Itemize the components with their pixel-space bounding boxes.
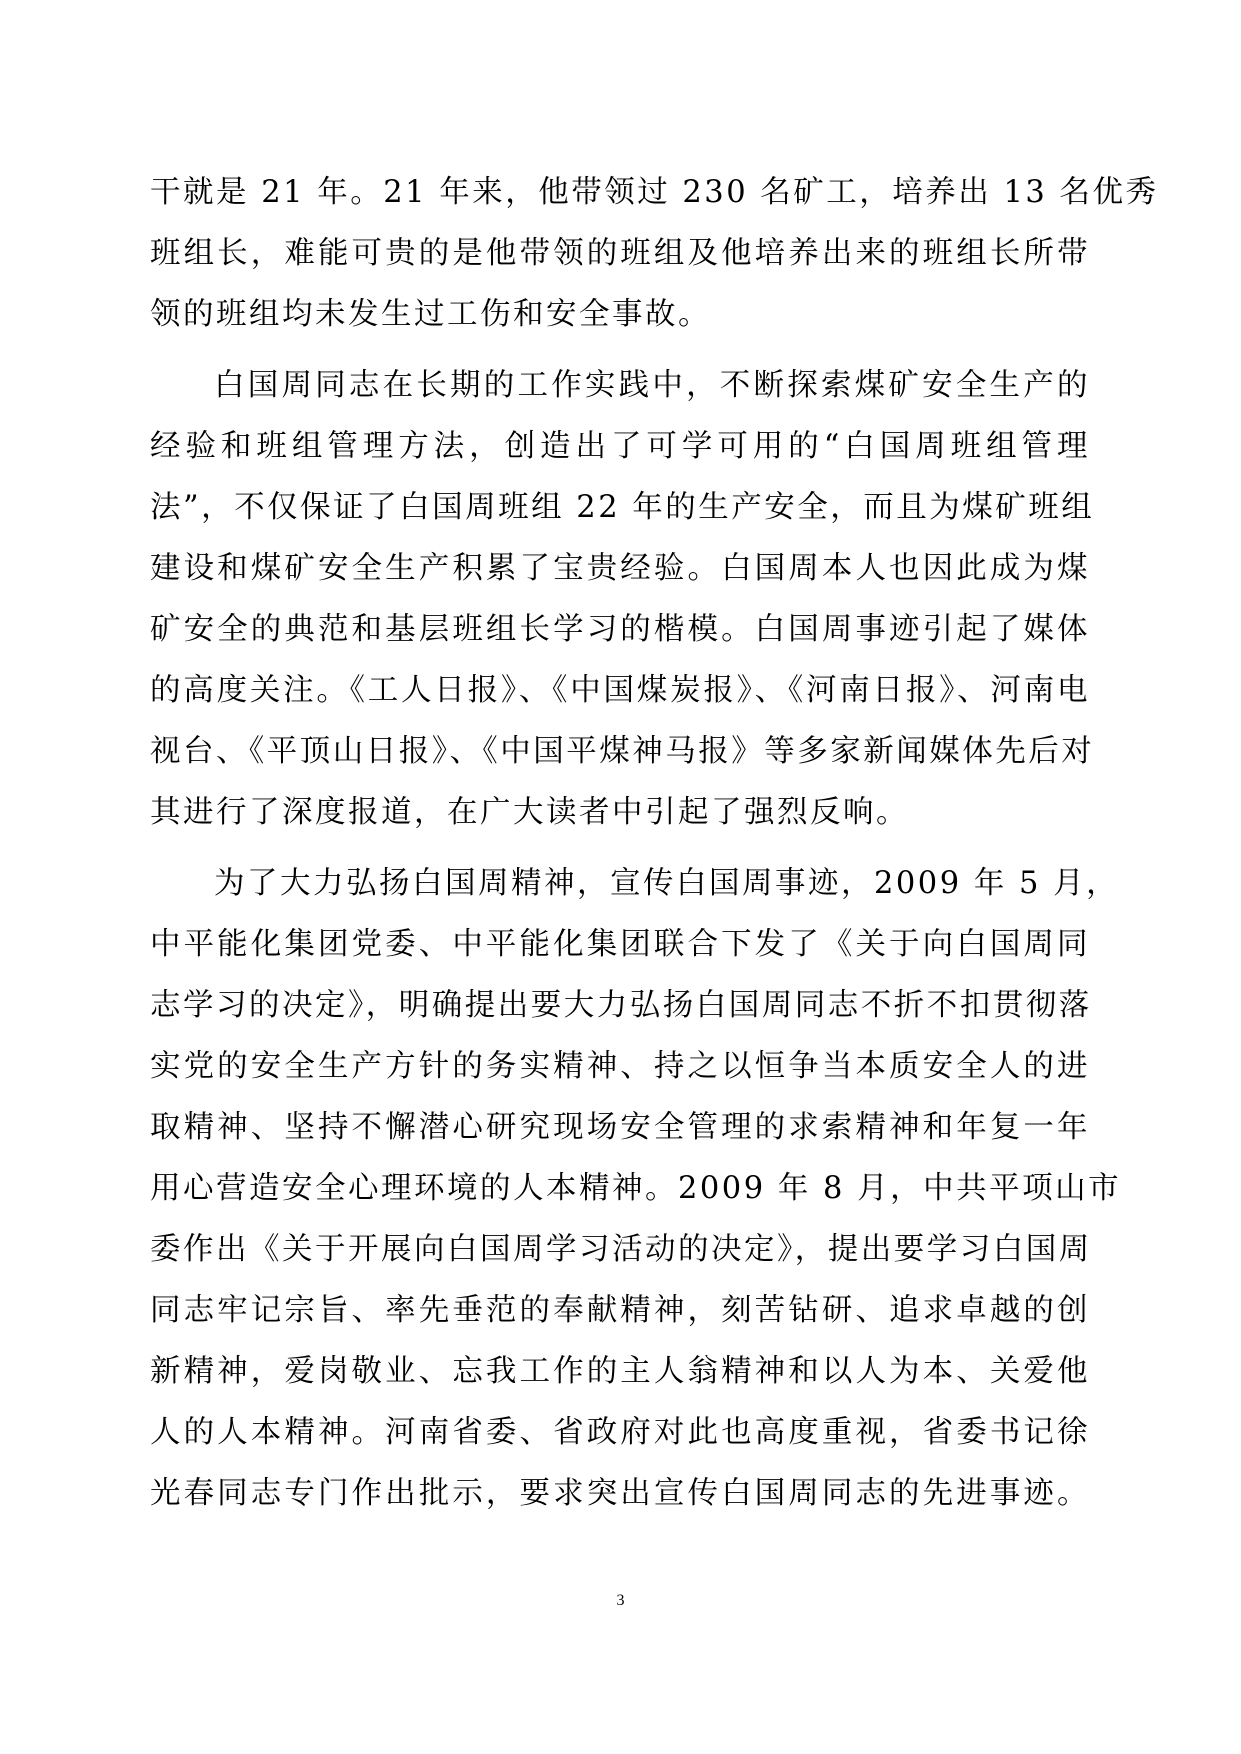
text-line: 实党的安全生产方针的务实精神、持之以恒争当本质安全人的进 — [150, 1049, 1090, 1084]
text-line: 取精神、坚持不懈潜心研究现场安全管理的求索精神和年复一年 — [150, 1110, 1090, 1145]
text-line: 其进行了深度报道，在广大读者中引起了强烈反响。 — [150, 795, 909, 830]
text-line: 矿安全的典范和基层班组长学习的楷模。白国周事迹引起了媒体 — [150, 612, 1090, 647]
text-line: 中平能化集团党委、中平能化集团联合下发了《关于向白国周同 — [150, 927, 1090, 962]
body-text — [150, 162, 1159, 1524]
text-line: 建设和煤矿安全生产积累了宝贵经验。白国周本人也因此成为煤 — [150, 551, 1090, 586]
paragraph-gap — [150, 345, 1090, 355]
text-line: 经验和班组管理方法，创造出了可学可用的“白国周班组管理 — [150, 429, 1090, 464]
text-line: 新精神，爱岗敬业、忘我工作的主人翁精神和以人为本、关爱他 — [150, 1354, 1090, 1389]
text-line: 为了大力弘扬白国周精神，宣传白国周事迹，2009 年 5 月， — [214, 866, 1120, 901]
text-line: 用心营造安全心理环境的人本精神。2009 年 8 月，中共平项山市 — [150, 1171, 1122, 1206]
text-line: 领的班组均未发生过工伤和安全事故。 — [150, 297, 711, 332]
text-line: 干就是 21 年。21 年来，他带领过 230 名矿工，培养出 13 名优秀 — [150, 175, 1159, 210]
paragraph-gap — [150, 843, 1090, 853]
paragraph — [150, 355, 1095, 843]
page-number: 3 — [616, 1592, 625, 1609]
text-line: 白国周同志在长期的工作实践中，不断探索煤矿安全生产的 — [214, 368, 1090, 403]
paragraph — [150, 853, 1122, 1524]
text-line: 法”，不仅保证了白国周班组 22 年的生产安全，而且为煤矿班组 — [150, 490, 1095, 525]
text-line: 委作出《关于开展向白国周学习活动的决定》，提出要学习白国周 — [150, 1232, 1092, 1267]
text-line: 视台、《平顶山日报》、《中国平煤神马报》等多家新闻媒体先后对 — [150, 734, 1095, 769]
text-line: 人的人本精神。河南省委、省政府对此也高度重视，省委书记徐 — [150, 1415, 1090, 1450]
text-line: 的高度关注。《工人日报》、《中国煤炭报》、《河南日报》、河南电 — [150, 673, 1090, 708]
text-line: 班组长，难能可贵的是他带领的班组及他培养出来的班组长所带 — [150, 236, 1090, 271]
text-line: 志学习的决定》，明确提出要大力弘扬白国周同志不折不扣贯彻落 — [150, 988, 1092, 1023]
text-line: 同志牢记宗旨、率先垂范的奉献精神，刻苦钻研、追求卓越的创 — [150, 1293, 1090, 1328]
paragraph — [150, 162, 1159, 345]
text-line: 光春同志专门作出批示，要求突出宣传白国周同志的先进事迹。 — [150, 1476, 1090, 1511]
